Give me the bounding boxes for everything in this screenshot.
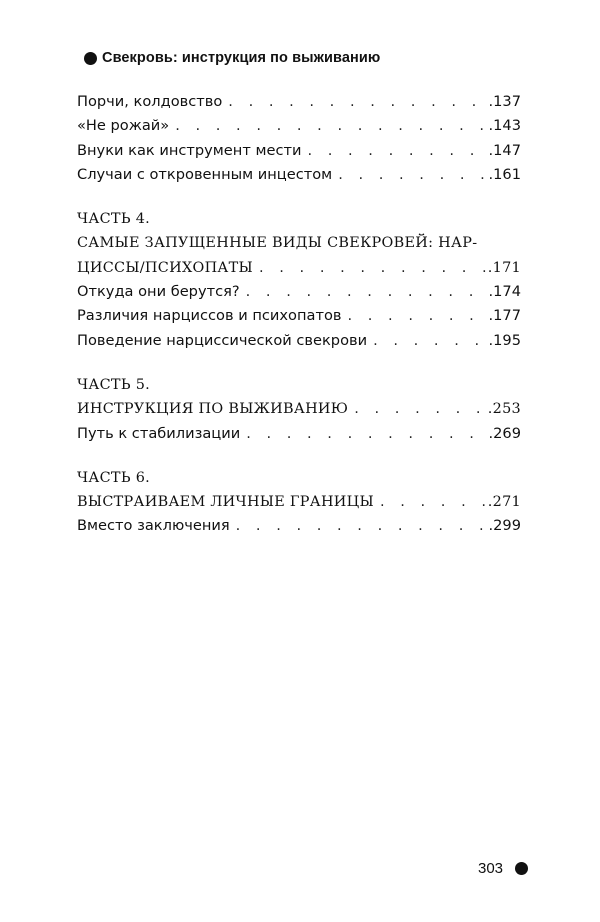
toc-entry-label: Внуки как инструмент мести [77, 141, 302, 159]
toc-entry-label: Путь к стабилизации [77, 424, 241, 442]
page-number [478, 860, 528, 877]
part-5-title-entry[interactable] [77, 397, 521, 421]
toc-entry[interactable] [77, 514, 521, 538]
toc-entry-page: .177 [488, 307, 521, 325]
toc-entry-page: .269 [488, 424, 521, 442]
toc-entry-label: Порчи, колдовство [77, 93, 223, 110]
dot-leader [246, 280, 487, 304]
dot-leader [246, 422, 486, 446]
part-4-title-entry[interactable] [77, 256, 521, 280]
toc-entry-page: .161 [488, 165, 521, 183]
dot-leader [307, 139, 486, 163]
dot-leader [228, 90, 486, 114]
part-6-title: ВЫСТРАИВАЕМ ЛИЧНЫЕ ГРАНИЦЫ [77, 494, 374, 511]
running-head [84, 50, 380, 66]
toc-entry[interactable] [77, 329, 521, 353]
toc-entry[interactable] [77, 139, 521, 163]
part-4-title-line-1[interactable]: САМЫЕ ЗАПУЩЕННЫЕ ВИДЫ СВЕКРОВЕЙ: НАР- [77, 235, 478, 252]
page-number-text: 303 [478, 860, 504, 877]
dot-leader [347, 304, 486, 328]
part-6-title-entry[interactable] [77, 490, 521, 514]
toc-entry-label: Случаи с откровенным инцестом [77, 165, 333, 183]
part-4-heading: ЧАСТЬ 4. [77, 211, 151, 228]
table-of-contents [77, 90, 521, 539]
toc-entry-page: .271 [487, 494, 521, 511]
toc-entry[interactable] [77, 114, 521, 138]
dot-leader [338, 163, 486, 187]
dot-leader [175, 114, 486, 138]
part-5-title: ИНСТРУКЦИЯ ПО ВЫЖИВАНИЮ [77, 401, 349, 418]
dot-leader [354, 397, 486, 421]
dot-leader [236, 514, 487, 538]
dot-leader [259, 256, 486, 280]
toc-entry-page: .174 [488, 283, 521, 301]
toc-entry-label: Различия нарциссов и психопатов [77, 307, 342, 325]
toc-entry-page: .253 [487, 401, 521, 418]
toc-entry[interactable] [77, 163, 521, 187]
part-6-heading: ЧАСТЬ 6. [77, 469, 151, 486]
part-5-heading: ЧАСТЬ 5. [77, 376, 151, 393]
toc-entry-page: .195 [488, 331, 521, 349]
toc-entry[interactable] [77, 280, 521, 304]
toc-entry-label: Поведение нарциссической свекрови [77, 331, 368, 349]
toc-entry-label: Вместо заключения [77, 517, 230, 535]
dot-leader [373, 329, 486, 353]
running-head-title: Свекровь: инструкция по выживанию [102, 50, 381, 66]
bullet-icon [515, 862, 528, 875]
toc-entry-label: «Не рожай» [77, 117, 170, 135]
toc-entry[interactable] [77, 304, 521, 328]
toc-entry-label: Откуда они берутся? [77, 283, 240, 301]
part-4-title-line-2: ЦИССЫ/ПСИХОПАТЫ [77, 259, 253, 276]
toc-entry[interactable] [77, 90, 521, 114]
toc-entry-page: .171 [487, 259, 521, 276]
bullet-icon [84, 52, 97, 65]
toc-entry-page: .147 [488, 141, 521, 159]
toc-entry-page: .143 [488, 117, 521, 135]
toc-entry[interactable] [77, 422, 521, 446]
toc-entry-page: .299 [488, 517, 521, 535]
dot-leader [380, 490, 486, 514]
toc-entry-page: .137 [488, 93, 521, 110]
